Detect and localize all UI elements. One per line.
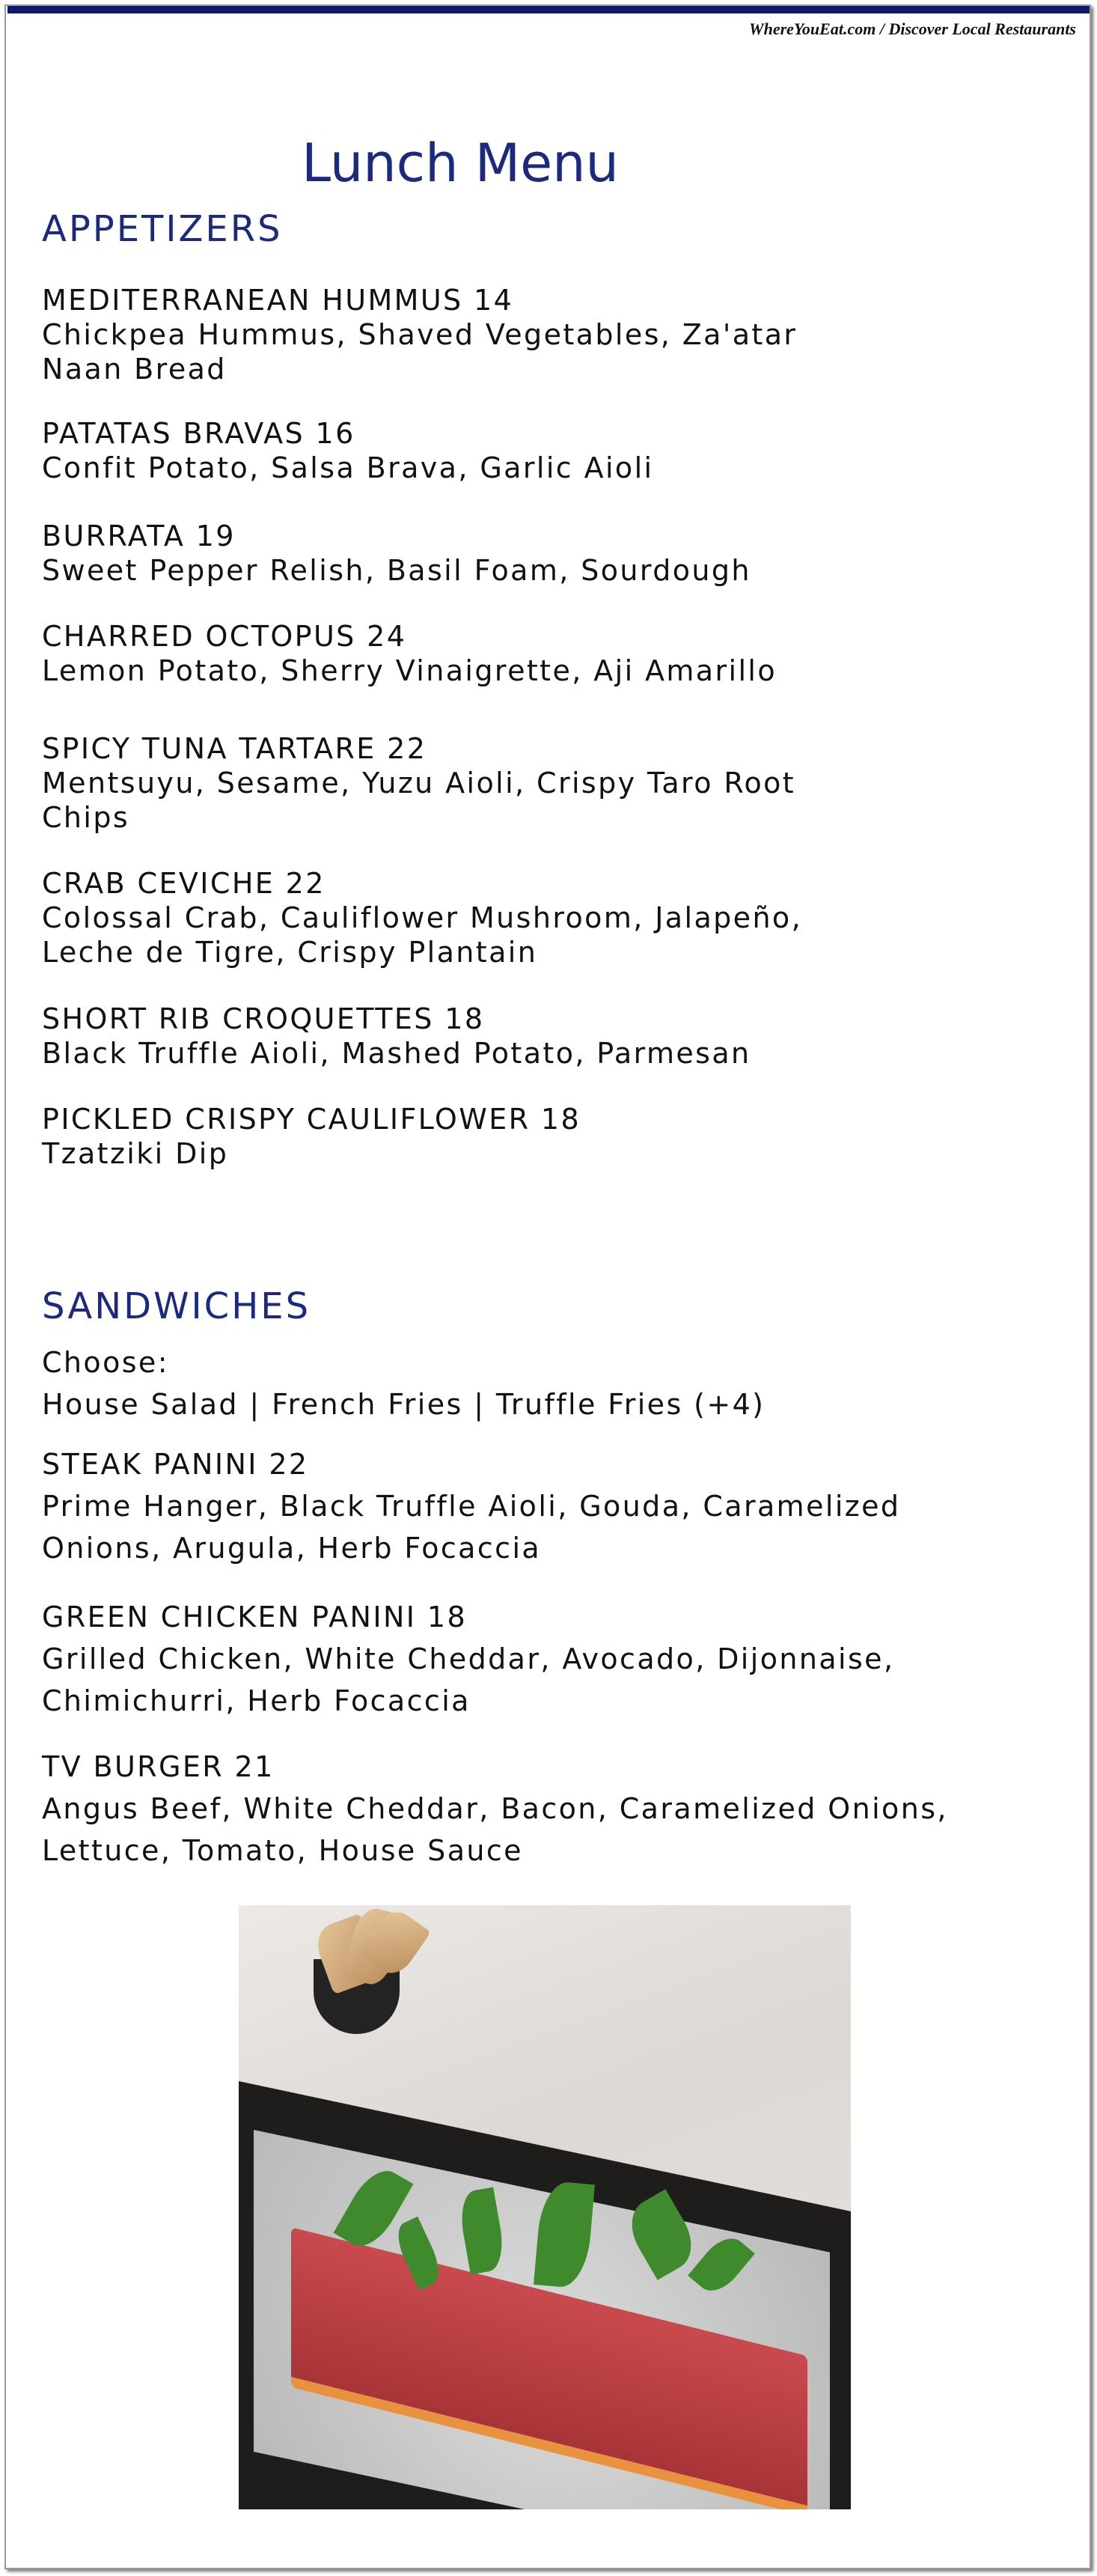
- item-description: Angus Beef, White Cheddar, Bacon, Caramelized Onions, Lettuce, Tomato, House Sauce: [42, 1792, 948, 1867]
- menu-item: [42, 1102, 1037, 1171]
- menu-item: [42, 866, 1037, 969]
- page-title: Lunch Menu: [302, 132, 619, 194]
- menu-item: [42, 1443, 1037, 1569]
- item-name: GREEN CHICKEN PANINI 18: [42, 1601, 468, 1633]
- item-description: Colossal Crab, Cauliflower Mushroom, Jalapeño, Leche de Tigre, Crispy Plantain: [42, 901, 803, 969]
- site-watermark: WhereYouEat.com / Discover Local Restaurants: [749, 19, 1076, 38]
- item-name: MEDITERRANEAN HUMMUS 14: [42, 284, 514, 317]
- item-name: CRAB CEVICHE 22: [42, 867, 326, 900]
- menu-item: [42, 619, 1037, 688]
- item-name: SPICY TUNA TARTARE 22: [42, 732, 427, 765]
- item-description: Sweet Pepper Relish, Basil Foam, Sourdough: [42, 554, 751, 587]
- menu-item: [42, 416, 1037, 485]
- item-name: SHORT RIB CROQUETTES 18: [42, 1002, 485, 1035]
- top-bar: [7, 6, 1090, 13]
- choose-label: Choose:: [42, 1346, 169, 1379]
- tuna-tartare-photo: [239, 1905, 851, 2509]
- item-name: PATATAS BRAVAS 16: [42, 417, 355, 450]
- item-name: BURRATA 19: [42, 520, 236, 552]
- sandwiches-heading: SANDWICHES: [42, 1285, 311, 1327]
- item-name: PICKLED CRISPY CAULIFLOWER 18: [42, 1103, 581, 1136]
- item-name: TV BURGER 21: [42, 1750, 275, 1783]
- menu-item: [42, 283, 1037, 386]
- sides-choice: [42, 1342, 1037, 1425]
- item-description: Black Truffle Aioli, Mashed Potato, Parmesan: [42, 1037, 751, 1070]
- item-description: Prime Hanger, Black Truffle Aioli, Gouda, Caramelized Onions, Arugula, Herb Focaccia: [42, 1490, 901, 1565]
- item-name: STEAK PANINI 22: [42, 1448, 309, 1481]
- menu-item: [42, 1746, 1037, 1872]
- item-description: Chickpea Hummus, Shaved Vegetables, Za'atar Naan Bread: [42, 318, 798, 386]
- item-description: Lemon Potato, Sherry Vinaigrette, Aji Amarillo: [42, 654, 777, 687]
- item-description: Tzatziki Dip: [42, 1137, 229, 1170]
- item-description: Grilled Chicken, White Cheddar, Avocado, Dijonnaise, Chimichurri, Herb Focaccia: [42, 1642, 895, 1717]
- appetizers-heading: APPETIZERS: [42, 208, 283, 250]
- item-name: CHARRED OCTOPUS 24: [42, 620, 407, 653]
- item-description: Confit Potato, Salsa Brava, Garlic Aioli: [42, 451, 654, 484]
- item-description: Mentsuyu, Sesame, Yuzu Aioli, Crispy Taro Root Chips: [42, 767, 796, 834]
- menu-item: [42, 1002, 1037, 1071]
- menu-item: [42, 1596, 1037, 1722]
- sides-options: House Salad | French Fries | Truffle Fries (+4): [42, 1388, 766, 1421]
- menu-item: [42, 731, 1037, 835]
- menu-item: [42, 519, 1037, 588]
